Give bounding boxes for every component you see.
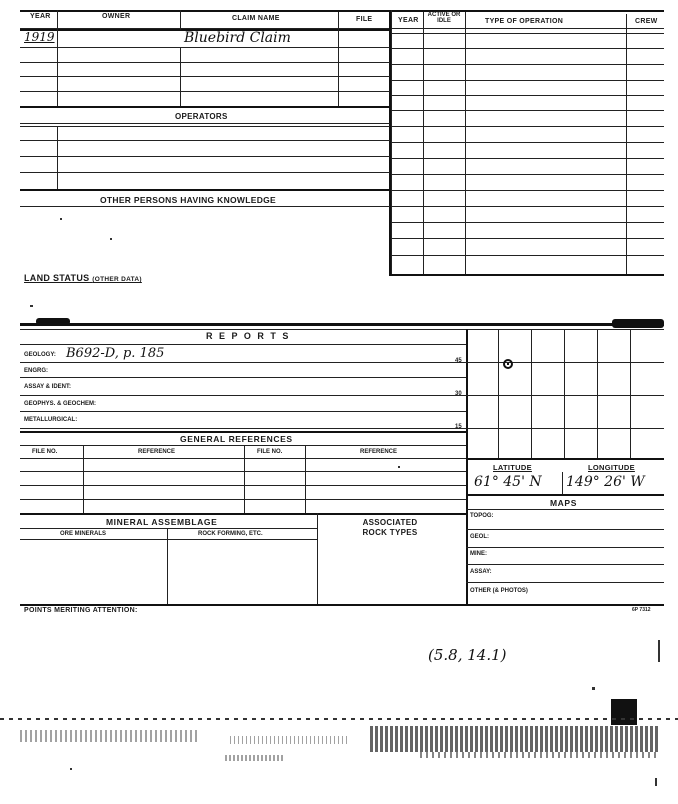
- handwritten-coordinates-note: (5.8, 14.1): [428, 646, 507, 664]
- points-meriting-attention-label: POINTS MERITING ATTENTION:: [24, 607, 138, 614]
- location-marker-dot: [507, 363, 509, 365]
- margin-number-30: 30: [455, 391, 462, 397]
- longitude-label: LONGITUDE: [588, 463, 635, 472]
- header-crew: CREW: [635, 18, 658, 25]
- land-status-title: LAND STATUS: [24, 273, 90, 283]
- engrg-label: ENGRG:: [24, 368, 48, 374]
- margin-number-45: 45: [455, 358, 462, 364]
- header-type-of-operation: TYPE OF OPERATION: [485, 18, 564, 25]
- col-reference: REFERENCE: [138, 449, 176, 455]
- metallurgical-label: METALLURGICAL:: [24, 417, 78, 423]
- header-year: YEAR: [30, 13, 51, 20]
- col-file-no-2: FILE NO.: [257, 449, 283, 455]
- geology-value-handwritten: B692-D, p. 185: [66, 346, 165, 361]
- col-file-no: FILE NO.: [32, 449, 58, 455]
- header-file: FILE: [356, 16, 373, 23]
- maps-title: MAPS: [550, 498, 577, 508]
- other-persons-label: OTHER PERSONS HAVING KNOWLEDGE: [100, 195, 277, 205]
- maps-topog-label: TOPOG:: [470, 513, 494, 519]
- rock-forming-label: ROCK FORMING, ETC.: [198, 531, 263, 537]
- header-year-right: YEAR: [398, 17, 419, 24]
- mineral-assemblage-title: MINERAL ASSEMBLAGE: [106, 517, 218, 527]
- geology-label: GEOLOGY:: [24, 352, 56, 358]
- assay-ident-label: ASSAY & IDENT:: [24, 384, 72, 390]
- general-references-title: GENERAL REFERENCES: [180, 434, 293, 444]
- col-reference-2: REFERENCE: [360, 449, 398, 455]
- associated-rock-types-label: ASSOCIATED ROCK TYPES: [362, 518, 418, 537]
- ore-minerals-label: ORE MINERALS: [60, 531, 107, 537]
- form-number: 6P 7312: [632, 607, 651, 613]
- maps-assay-label: ASSAY:: [470, 569, 492, 575]
- reports-title: R E P O R T S: [206, 331, 291, 341]
- longitude-value-handwritten: 149° 26' W: [566, 474, 645, 490]
- maps-mine-label: MINE:: [470, 551, 487, 557]
- header-active-or-idle: ACTIVE OR IDLE: [427, 12, 461, 24]
- row1-year-handwritten: 1919: [24, 30, 55, 44]
- header-owner: OWNER: [102, 13, 131, 20]
- row1-claim-name-handwritten: Bluebird Claim: [184, 30, 291, 46]
- latitude-label: LATITUDE: [493, 463, 532, 472]
- operators-label: OPERATORS: [175, 112, 228, 121]
- margin-number-15: 15: [455, 424, 462, 430]
- land-status-label: [24, 273, 142, 283]
- maps-geol-label: GEOL:: [470, 534, 489, 540]
- land-status-sub: (OTHER DATA): [92, 276, 142, 283]
- geophys-geochem-label: GEOPHYS. & GEOCHEM:: [24, 401, 97, 407]
- latitude-value-handwritten: 61° 45' N: [474, 474, 542, 490]
- maps-other-label: OTHER (& PHOTOS): [470, 588, 528, 594]
- header-claim-name: CLAIM NAME: [232, 15, 280, 22]
